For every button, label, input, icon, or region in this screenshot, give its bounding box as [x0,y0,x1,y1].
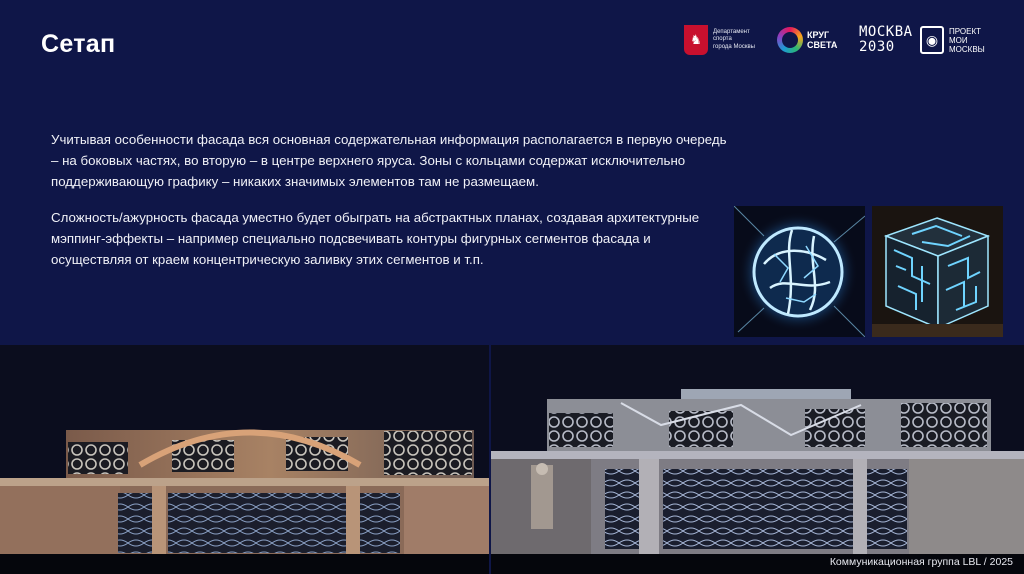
page-title: Сетап [41,30,116,58]
project-moscow-logo [920,20,985,60]
dept-sport-logo [684,20,755,60]
paragraph-effects: Сложность/ажурность фасада уместно будет обыграть на абстрактных планах, создавая архитектурные мэппинг-эффекты – например специально подсвечивать контуры фигурных сегментов фасада и осуществляя от краем концентрическую заливку этих сегментов и т.п. [51,210,700,267]
krug-sveta-text: КРУГ СВЕТА [807,30,838,50]
facade-photo-left [0,345,489,574]
cube-reference-image [872,206,1003,337]
footer-credit: Коммуникационная группа LBL / 2025 [829,556,1013,568]
dept-sport-text: Департамент спорта города Москвы [713,28,755,50]
projector-icon: ◉ [920,26,944,54]
ring-icon [777,27,803,53]
partner-logos [684,20,1024,60]
orb-reference-image [734,206,865,337]
moscow-emblem-icon: ♞ [684,25,708,55]
facade-photo-right [491,345,1024,574]
moscow-2030-logo [859,20,913,60]
project-moscow-text: ПРОЕКТ МОИ МОСКВЫ [949,26,985,54]
krug-sveta-logo [777,20,837,60]
paragraph-layout: Учитывая особенности фасада вся основная содержательная информация располагается в первую очередь – на боковых частях, во вторую – в центре верхнего яруса. Зоны с кольцами содержат исключительно поддерживающую графику – никаких значимых элементов там не размещаем. [51,132,727,189]
moscow-2030-text: МОСКВА 2030 [859,24,913,55]
